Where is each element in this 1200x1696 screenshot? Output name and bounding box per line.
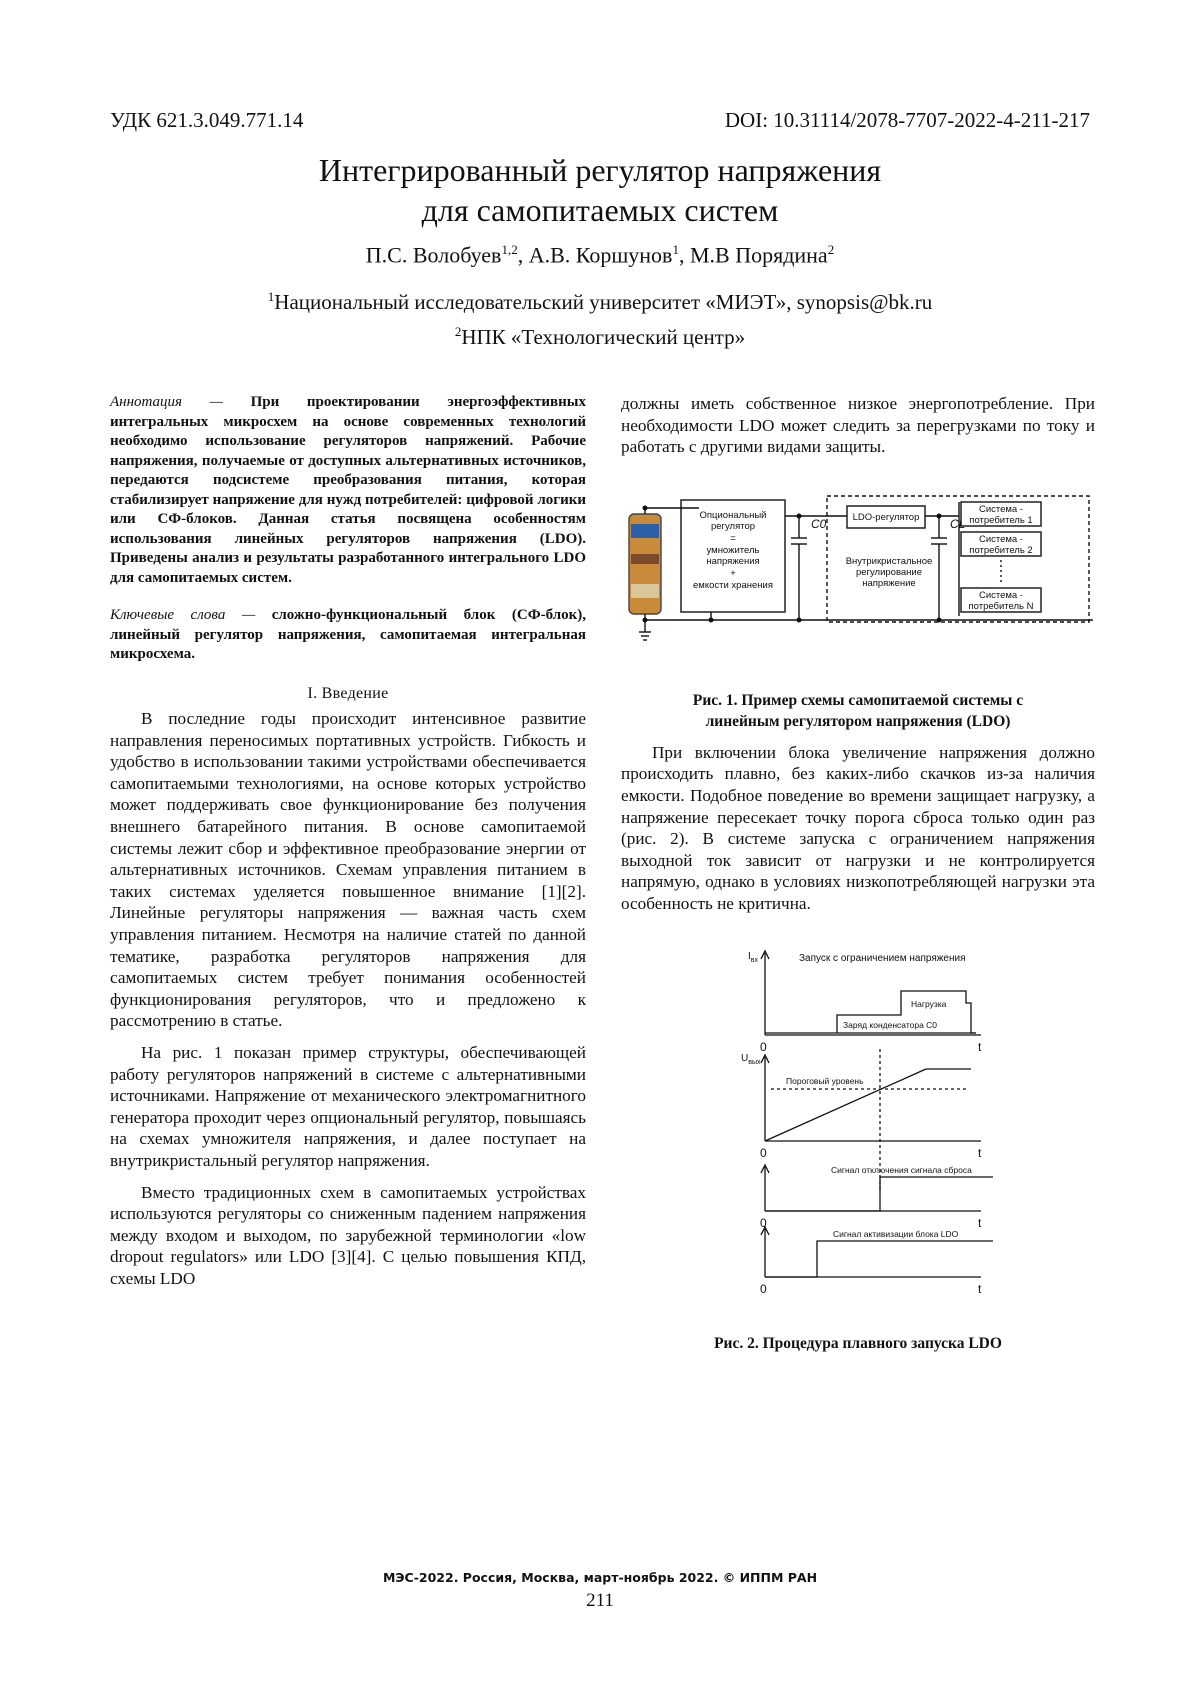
opt-reg-l7: емкости хранения	[693, 579, 773, 591]
affiliations	[0, 282, 1200, 352]
sysn-l2: потребитель N	[968, 600, 1034, 612]
section-heading: I. Введение	[307, 684, 389, 702]
opt-reg-l1: Опциональный	[699, 509, 767, 521]
opt-reg-l5: напряжения	[706, 555, 760, 567]
abstract-text: При проектировании энергоэффективных интегральных микросхем на основе современных технологий необходимо использование регуляторов напряжений. Рабочие напряжения, получаемые от доступных альтернативных источников, передаются подсистеме преобразования питания, которая стабилизирует напряжение для нужд потребителей: цифровой логики или СФ-блоков. Данная статья посвящена особенностям использования линейных регуляторов напряжения (LDO). Приведены анализ и результаты разработанного интегрального LDO для самопитаемых систем.	[110, 394, 586, 586]
zero-2: 0	[760, 1145, 767, 1160]
abstract-label: Аннотация —	[110, 394, 223, 410]
internal-l2: регулирование	[855, 566, 923, 578]
author-2-sup: 1	[672, 242, 679, 257]
ldo-label: LDO-регулятор	[852, 511, 920, 523]
udk-code: УДК 621.3.049.771.14	[110, 108, 304, 132]
affiliation-2-text: НПК «Технологический центр»	[461, 325, 746, 349]
paragraph: Вместо традиционных схем в самопитаемых устройствах используются регуляторы со сниженным падением напряжения между входом и выходом, по зарубежной терминологии «low dropout regulators» или LDO [3][4]. С целью повышения КПД, схемы LDO	[110, 1182, 586, 1288]
title-line-2: для самопитаемых систем	[421, 192, 779, 228]
opt-reg-l6: +	[730, 567, 736, 579]
author-2: , А.В. Коршунов	[517, 242, 673, 268]
sys2-l1: Система -	[978, 533, 1024, 545]
page-number: 211	[586, 1590, 614, 1611]
t-4: t	[978, 1281, 982, 1296]
figure-1	[621, 492, 1095, 732]
fig1-caption-line1: Рис. 1. Пример схемы самопитаемой системы с	[692, 691, 1024, 709]
author-1: П.С. Волобуев	[365, 242, 502, 268]
sysn-l1: Система -	[978, 589, 1024, 601]
internal-l1: Внутрикристальное	[845, 555, 933, 567]
t-1: t	[978, 1039, 982, 1054]
sys1-l2: потребитель 1	[969, 514, 1033, 526]
fig1-caption-line2: линейным регулятором напряжения (LDO)	[705, 712, 1011, 730]
sys2-l2: потребитель 2	[969, 544, 1033, 556]
doi-code: DOI: 10.31114/2078-7707-2022-4-211-217	[724, 108, 1090, 132]
footer: МЭС-2022. Россия, Москва, март-ноябрь 2022. © ИППМ РАН	[382, 1570, 818, 1585]
affiliation-1-text: Национальный исследовательский университет «МИЭТ», synopsis@bk.ru	[274, 290, 933, 314]
zero-4: 0	[760, 1281, 767, 1296]
paragraph: В последние годы происходит интенсивное развитие направления переносимых портативных устройств. Гибкость и удобство в использовании такими устройствами обеспечивается самопитаемыми технологиями, на основе которых устройство может поддерживать свое функционирование без получения внешнего батарейного питания. В основе самопитаемой системы лежит сбор и эффективное преобразование энергии от альтернативных источников. Схемам управления питанием в таких системах уделяется повышенное внимание [1][2]. Линейные регуляторы напряжения — важная часть схем управления питанием. Несмотря на наличие статей по данной тематике, разработка регуляторов напряжения для самопитаемых систем требует понимания особенностей функционирования регуляторов, что и предложено к рассмотрению в статье.	[110, 709, 586, 1031]
authors	[0, 242, 1200, 268]
sys1-l1: Система -	[978, 503, 1024, 515]
affiliation-2	[0, 317, 1200, 352]
circuit-diagram	[621, 492, 1095, 652]
charge-label: Заряд конденсатора C0	[843, 1019, 938, 1030]
ldo-activation-trace	[765, 1241, 993, 1277]
abstract	[110, 393, 586, 588]
keywords	[110, 606, 586, 665]
c0-label: C0	[811, 516, 827, 531]
paragraph: На рис. 1 показан пример структуры, обеспечивающей работу регуляторов напряжений в системе с альтернативными источниками. Напряжение от механического электромагнитного генератора проходит через опциональный регулятор, повышаясь на схемах умножителя напряжения, и далее поступает на внутрикристальный регулятор напряжения.	[110, 1043, 586, 1170]
affiliation-2-sup: 2	[454, 324, 462, 339]
affiliation-1	[0, 282, 1200, 317]
reset-signal-trace	[765, 1177, 993, 1211]
author-3: , М.В Порядина	[678, 242, 828, 268]
opt-reg-l3: =	[730, 532, 736, 544]
ldo-signal-label: Сигнал активизации блока LDO	[833, 1228, 959, 1239]
opt-reg-l4: умножитель	[706, 544, 760, 556]
threshold-label: Пороговый уровень	[786, 1075, 864, 1086]
title-line-1: Интегрированный регулятор напряжения	[318, 152, 882, 188]
paragraph: При включении блока увеличение напряжения должно происходить плавно, без каких-либо скачков из-за наличия емкости. Подобное поведение во времени защищает нагрузку, а напряжение пересекает точку порога сброса только один раз (рис. 2). В системе запуска с ограничением напряжения выходной ток зависит от нагрузки и не контролируется напрямую, однако в условиях низкопотребляющей нагрузки эта особенность не критична.	[621, 742, 1095, 913]
t-3: t	[978, 1215, 982, 1230]
cl-label: CL	[950, 516, 966, 531]
load-label: Нагрузка	[911, 998, 947, 1009]
fig2-caption: Рис. 2. Процедура плавного запуска LDO	[714, 1334, 1002, 1352]
reset-signal-label: Сигнал отключения сигнала сброса	[831, 1164, 972, 1175]
keywords-text: сложно-функциональный блок (СФ-блок), линейный регулятор напряжения, самопитаемая интегральная микросхема.	[110, 607, 586, 662]
zero-1: 0	[760, 1039, 767, 1054]
title-startup: Запуск с ограничением напряжения	[799, 952, 966, 964]
t-2: t	[978, 1145, 982, 1160]
author-3-sup: 2	[827, 242, 835, 257]
author-1-sup: 1,2	[501, 242, 518, 257]
zero-3: 0	[760, 1215, 767, 1230]
paragraph: должны иметь собственное низкое энергопотребление. При необходимости LDO может следить за перегрузками по току и работать с другими видами защиты.	[621, 394, 1095, 457]
paper-title	[0, 150, 1200, 230]
keywords-label: Ключевые слова —	[110, 607, 256, 623]
left-column	[110, 393, 586, 1300]
affiliation-1-sup: 1	[267, 289, 275, 304]
u-out-label: $U_{вых}$	[741, 1052, 761, 1066]
i-in-label: $I_{вх}$	[748, 950, 758, 964]
internal-l3: напряжение	[862, 577, 916, 589]
opt-reg-l2: регулятор	[710, 520, 756, 532]
figure-2	[621, 945, 1095, 1354]
timing-diagram	[621, 945, 1095, 1335]
right-column	[621, 393, 1095, 1354]
